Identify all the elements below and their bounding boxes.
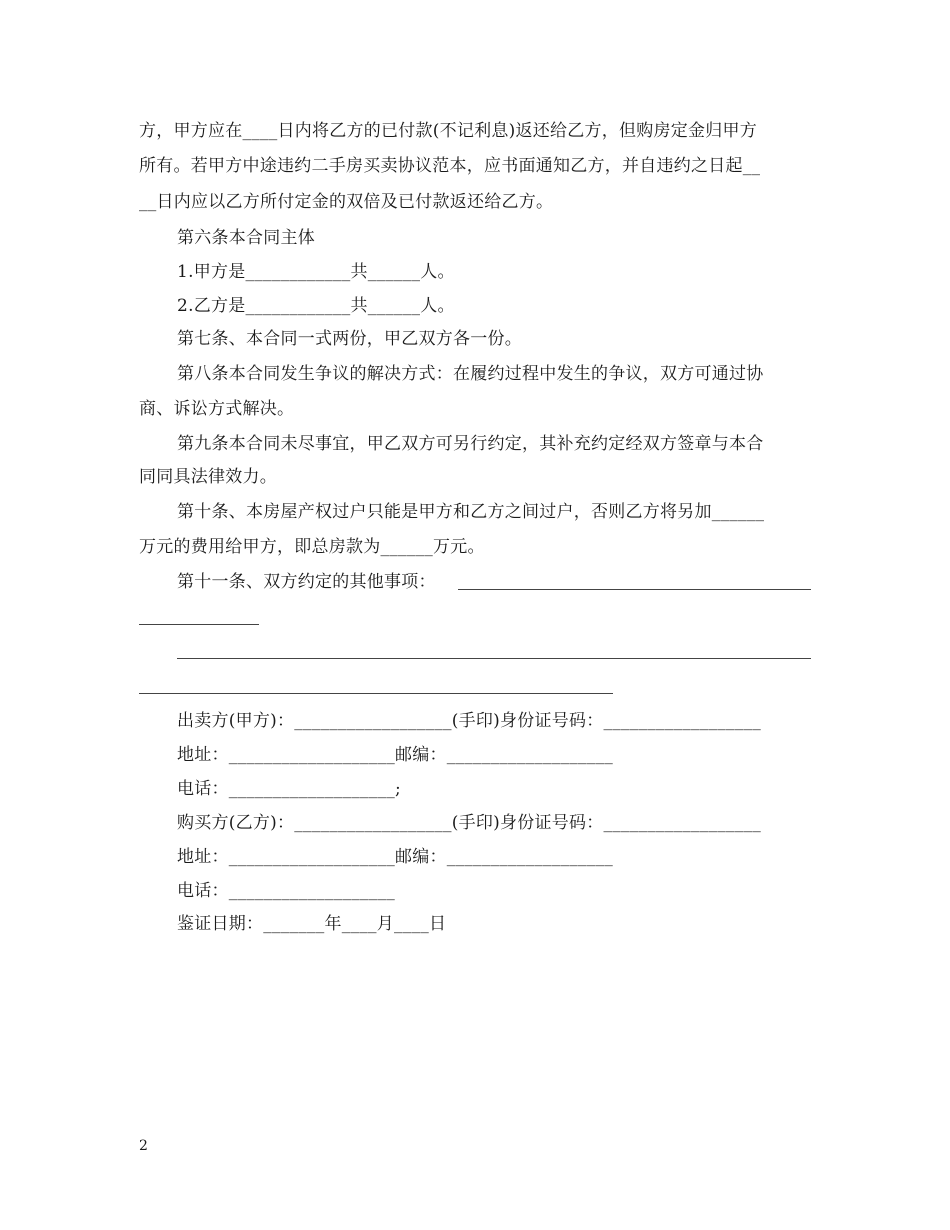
article-11-line: 第十一条、双方约定的其他事项： xyxy=(177,572,436,592)
article-8-line: 第八条本合同发生争议的解决方式：在履约过程中发生的争议，双方可通过协 xyxy=(177,364,764,384)
blank-line xyxy=(139,624,259,625)
certification-date-line: 鉴证日期：_______年____月____日 xyxy=(177,914,447,934)
paragraph-line: 所有。若甲方中途违约二手房买卖协议范本，应书面通知乙方，并自违约之日起__ xyxy=(139,156,761,176)
paragraph-line: 商、诉讼方式解决。 xyxy=(139,399,295,419)
article-9-line: 第九条本合同未尽事宜，甲乙双方可另行约定，其补充约定经双方签章与本合 xyxy=(177,434,764,454)
seller-signature-line: 出卖方(甲方)：__________________(手印)身份证号码：__________________ xyxy=(177,711,762,731)
blank-line xyxy=(177,658,811,659)
buyer-phone-line: 电话：___________________ xyxy=(177,881,395,901)
paragraph-line: 同同具法律效力。 xyxy=(139,467,277,487)
seller-address-line: 地址：___________________邮编：___________________ xyxy=(177,745,613,765)
paragraph-line: 万元的费用给甲方，即总房款为______万元。 xyxy=(139,537,485,557)
page-number: 2 xyxy=(139,1138,148,1154)
paragraph-line: __日内应以乙方所付定金的双倍及已付款返还给乙方。 xyxy=(139,192,554,212)
paragraph-line: 方，甲方应在____日内将乙方的已付款(不记利息)返还给乙方，但购房定金归甲方 xyxy=(139,121,758,141)
seller-phone-line: 电话：___________________; xyxy=(177,779,401,799)
article-10-line: 第十条、本房屋产权过户只能是甲方和乙方之间过户，否则乙方将另加______ xyxy=(177,502,765,522)
blank-line xyxy=(139,693,613,694)
article-6-heading: 第六条本合同主体 xyxy=(177,228,315,248)
party-a-line: 1.甲方是____________共______人。 xyxy=(177,262,455,282)
buyer-signature-line: 购买方(乙方)：__________________(手印)身份证号码：__________________ xyxy=(177,813,762,833)
party-b-line: 2.乙方是____________共______人。 xyxy=(177,296,455,316)
blank-line xyxy=(458,589,811,590)
buyer-address-line: 地址：___________________邮编：___________________ xyxy=(177,847,613,867)
article-7-line: 第七条、本合同一式两份，甲乙双方各一份。 xyxy=(177,329,522,349)
